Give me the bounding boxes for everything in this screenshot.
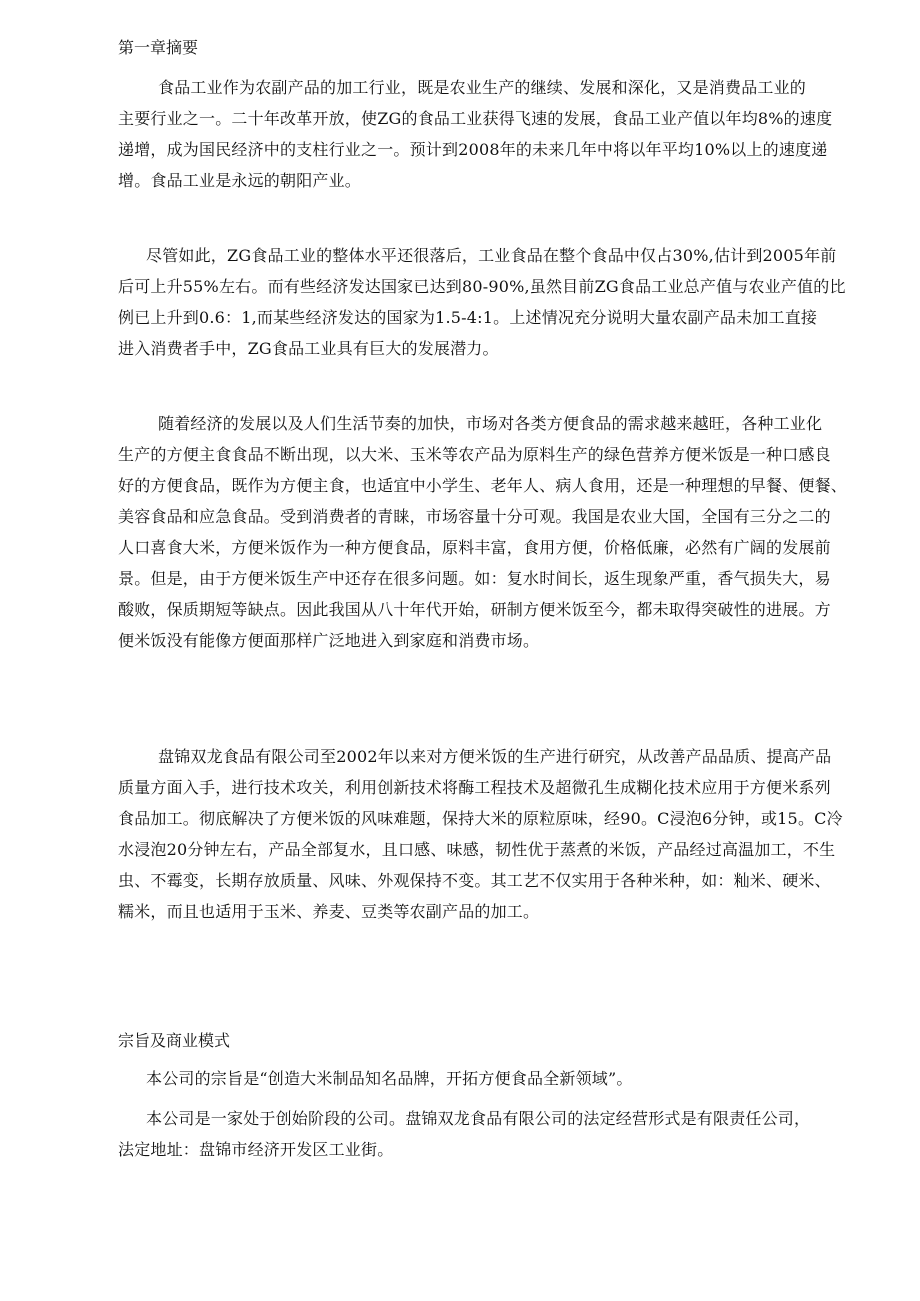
- text-line: 酸败，保质期短等缺点。因此我国从八十年代开始，研制方便米饭至今，都未取得突破性的进展。方: [118, 600, 831, 619]
- text-line: 生产的方便主食食品不断出现，以大米、玉米等农产品为原料生产的绿色营养方便米饭是一种口感良: [118, 445, 831, 464]
- text-line: 本公司的宗旨是“创造大米制品知名品牌，开拓方便食品全新领域”。: [146, 1069, 633, 1088]
- text-line: 美容食品和应急食品。受到消费者的青睐，市场容量十分可观。我国是农业大国，全国有三分之二的: [118, 507, 831, 526]
- text-line: 递增，成为国民经济中的支柱行业之一。预计到2008年的未来几年中将以年平均10%以上的速度递: [118, 140, 828, 159]
- text-line: 便米饭没有能像方便面那样广泛地进入到家庭和消费市场。: [118, 631, 540, 650]
- text-line: 水浸泡20分钟左右，产品全部复水，且口感、味感，韧性优于蒸煮的米饭，产品经过高温加工，不生: [118, 840, 836, 859]
- paragraph-instant-rice-market: [118, 408, 858, 656]
- paragraph-company-research: [118, 741, 858, 927]
- text-line: 尽管如此，ZG食品工业的整体水平还很落后，工业食品在整个食品中仅占30%,估计到2005年前: [146, 246, 837, 265]
- text-line: 食品加工。彻底解决了方便米饭的风味难题，保持大米的原粒原味，经90。C浸泡6分钟，或15。C冷: [118, 809, 843, 828]
- text-line: 增。食品工业是永远的朝阳产业。: [118, 171, 362, 190]
- text-line: 主要行业之一。二十年改革开放，使ZG的食品工业获得飞速的发展，食品工业产值以年均8%的速度: [118, 109, 833, 128]
- text-line: 盘锦双龙食品有限公司至2002年以来对方便米饭的生产进行研究，从改善产品品质、提高产品: [158, 747, 832, 766]
- text-line: 虫、不霉变，长期存放质量、风味、外观保持不变。其工艺不仅实用于各种米种，如：籼米、硬米、: [118, 871, 831, 890]
- paragraph-industry-overview: [118, 72, 858, 196]
- text-line: 法定地址：盘锦市经济开发区工业街。: [118, 1140, 394, 1159]
- paragraph-mission: [118, 1063, 858, 1094]
- text-line: 本公司是一家处于创始阶段的公司。盘锦双龙食品有限公司的法定经营形式是有限责任公司，: [146, 1109, 811, 1128]
- text-line: 人口喜食大米，方便米饭作为一种方便食品，原料丰富，食用方便，价格低廉，必然有广阔的发展前: [118, 538, 831, 557]
- text-line: 质量方面入手，进行技术攻关，利用创新技术将酶工程技术及超微孔生成糊化技术应用于方便米系列: [118, 778, 831, 797]
- text-line: 例已上升到0.6：1,而某些经济发达的国家为1.5-4:1。上述情况充分说明大量农副产品未加工直接: [118, 308, 818, 327]
- text-line: 好的方便食品，既作为方便主食，也适宜中小学生、老年人、病人食用，还是一种理想的早餐、便餐、: [118, 476, 848, 495]
- text-line: 后可上升55%左右。而有些经济发达国家已达到80-90%,虽然目前ZG食品工业总产值与农业产值的比: [118, 277, 846, 296]
- text-line: 随着经济的发展以及人们生活节奏的加快，市场对各类方便食品的需求越来越旺，各种工业化: [158, 414, 823, 433]
- text-line: 景。但是，由于方便米饭生产中还存在很多问题。如：复水时间长，返生现象严重，香气损失大，易: [118, 569, 831, 588]
- text-line: 糯米，而且也适用于玉米、养麦、豆类等农副产品的加工。: [118, 902, 540, 921]
- paragraph-industry-status: [118, 240, 858, 364]
- paragraph-company-form: [118, 1103, 858, 1165]
- chapter-title: 第一章摘要: [118, 38, 199, 57]
- text-line: 进入消费者手中，ZG食品工业具有巨大的发展潜力。: [118, 339, 499, 358]
- section-title: 宗旨及商业模式: [118, 1031, 231, 1050]
- text-line: 食品工业作为农副产品的加工行业，既是农业生产的继续、发展和深化，又是消费品工业的: [158, 78, 807, 97]
